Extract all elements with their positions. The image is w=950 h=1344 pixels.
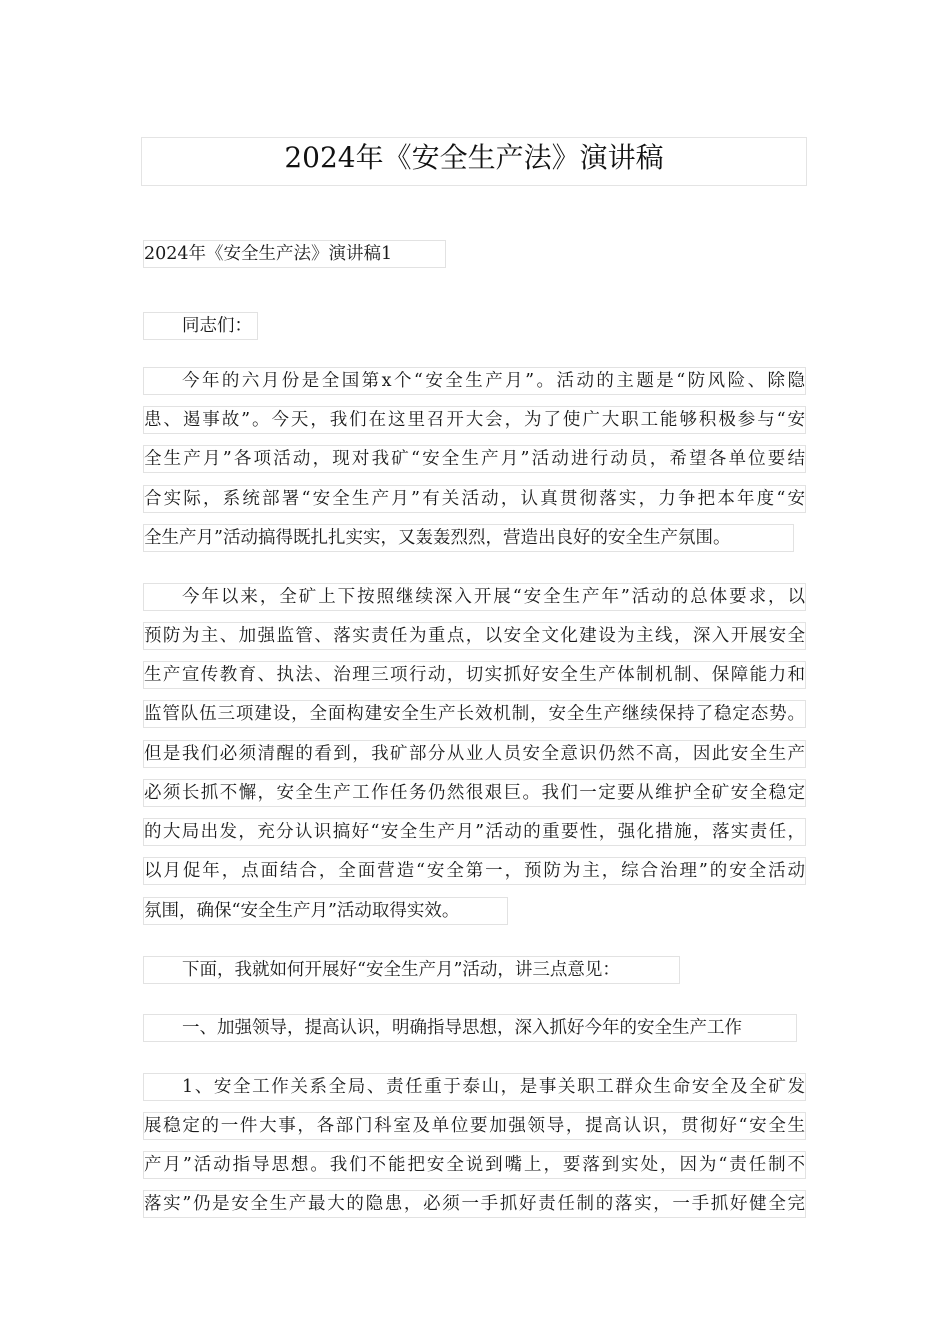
p1-line-3: 全生产月”各项活动，现对我矿“安全生产月”活动进行动员，希望各单位要结 bbox=[143, 445, 806, 473]
heading-1: 一、加强领导，提高认识，明确指导思想，深入抓好今年的安全生产工作 bbox=[143, 1014, 797, 1042]
greeting: 同志们： bbox=[143, 312, 258, 340]
document-title: 2024年《安全生产法》演讲稿 bbox=[141, 137, 807, 186]
p1-line-4: 合实际，系统部署“安全生产月”有关活动，认真贯彻落实，力争把本年度“安 bbox=[143, 485, 806, 513]
p2-line-1: 今年以来，全矿上下按照继续深入开展“安全生产年”活动的总体要求，以 bbox=[143, 583, 806, 611]
p2-line-8: 以月促年，点面结合，全面营造“安全第一，预防为主，综合治理”的安全活动 bbox=[143, 857, 806, 885]
p3-line-1: 下面，我就如何开展好“安全生产月”活动，讲三点意见： bbox=[143, 956, 680, 984]
p4-line-3: 产月”活动指导思想。我们不能把安全说到嘴上，要落到实处，因为“责任制不 bbox=[143, 1151, 806, 1179]
p1-line-1: 今年的六月份是全国第x个“安全生产月”。活动的主题是“防风险、除隐 bbox=[143, 367, 806, 395]
p4-line-4: 落实”仍是安全生产最大的隐患，必须一手抓好责任制的落实，一手抓好健全完 bbox=[143, 1190, 806, 1218]
p2-line-5: 但是我们必须清醒的看到，我矿部分从业人员安全意识仍然不高，因此安全生产 bbox=[143, 740, 806, 768]
p2-line-4: 监管队伍三项建设，全面构建安全生产长效机制，安全生产继续保持了稳定态势。 bbox=[143, 700, 806, 728]
p2-line-7: 的大局出发，充分认识搞好“安全生产月”活动的重要性，强化措施，落实责任， bbox=[143, 818, 806, 846]
section-subtitle: 2024年《安全生产法》演讲稿1 bbox=[143, 240, 446, 268]
p2-line-9: 氛围，确保“安全生产月”活动取得实效。 bbox=[143, 897, 508, 925]
p2-line-3: 生产宣传教育、执法、治理三项行动，切实抓好安全生产体制机制、保障能力和 bbox=[143, 661, 806, 689]
p4-line-1: 1、安全工作关系全局、责任重于泰山，是事关职工群众生命安全及全矿发 bbox=[143, 1073, 806, 1101]
p1-line-2: 患、遏事故”。今天，我们在这里召开大会，为了使广大职工能够积极参与“安 bbox=[143, 406, 806, 434]
p4-line-2: 展稳定的一件大事，各部门科室及单位要加强领导，提高认识，贯彻好“安全生 bbox=[143, 1112, 806, 1140]
p2-line-6: 必须长抓不懈，安全生产工作任务仍然很艰巨。我们一定要从维护全矿安全稳定 bbox=[143, 779, 806, 807]
p1-line-5: 全生产月”活动搞得既扎扎实实，又轰轰烈烈，营造出良好的安全生产氛围。 bbox=[143, 524, 794, 552]
p2-line-2: 预防为主、加强监管、落实责任为重点，以安全文化建设为主线，深入开展安全 bbox=[143, 622, 806, 650]
